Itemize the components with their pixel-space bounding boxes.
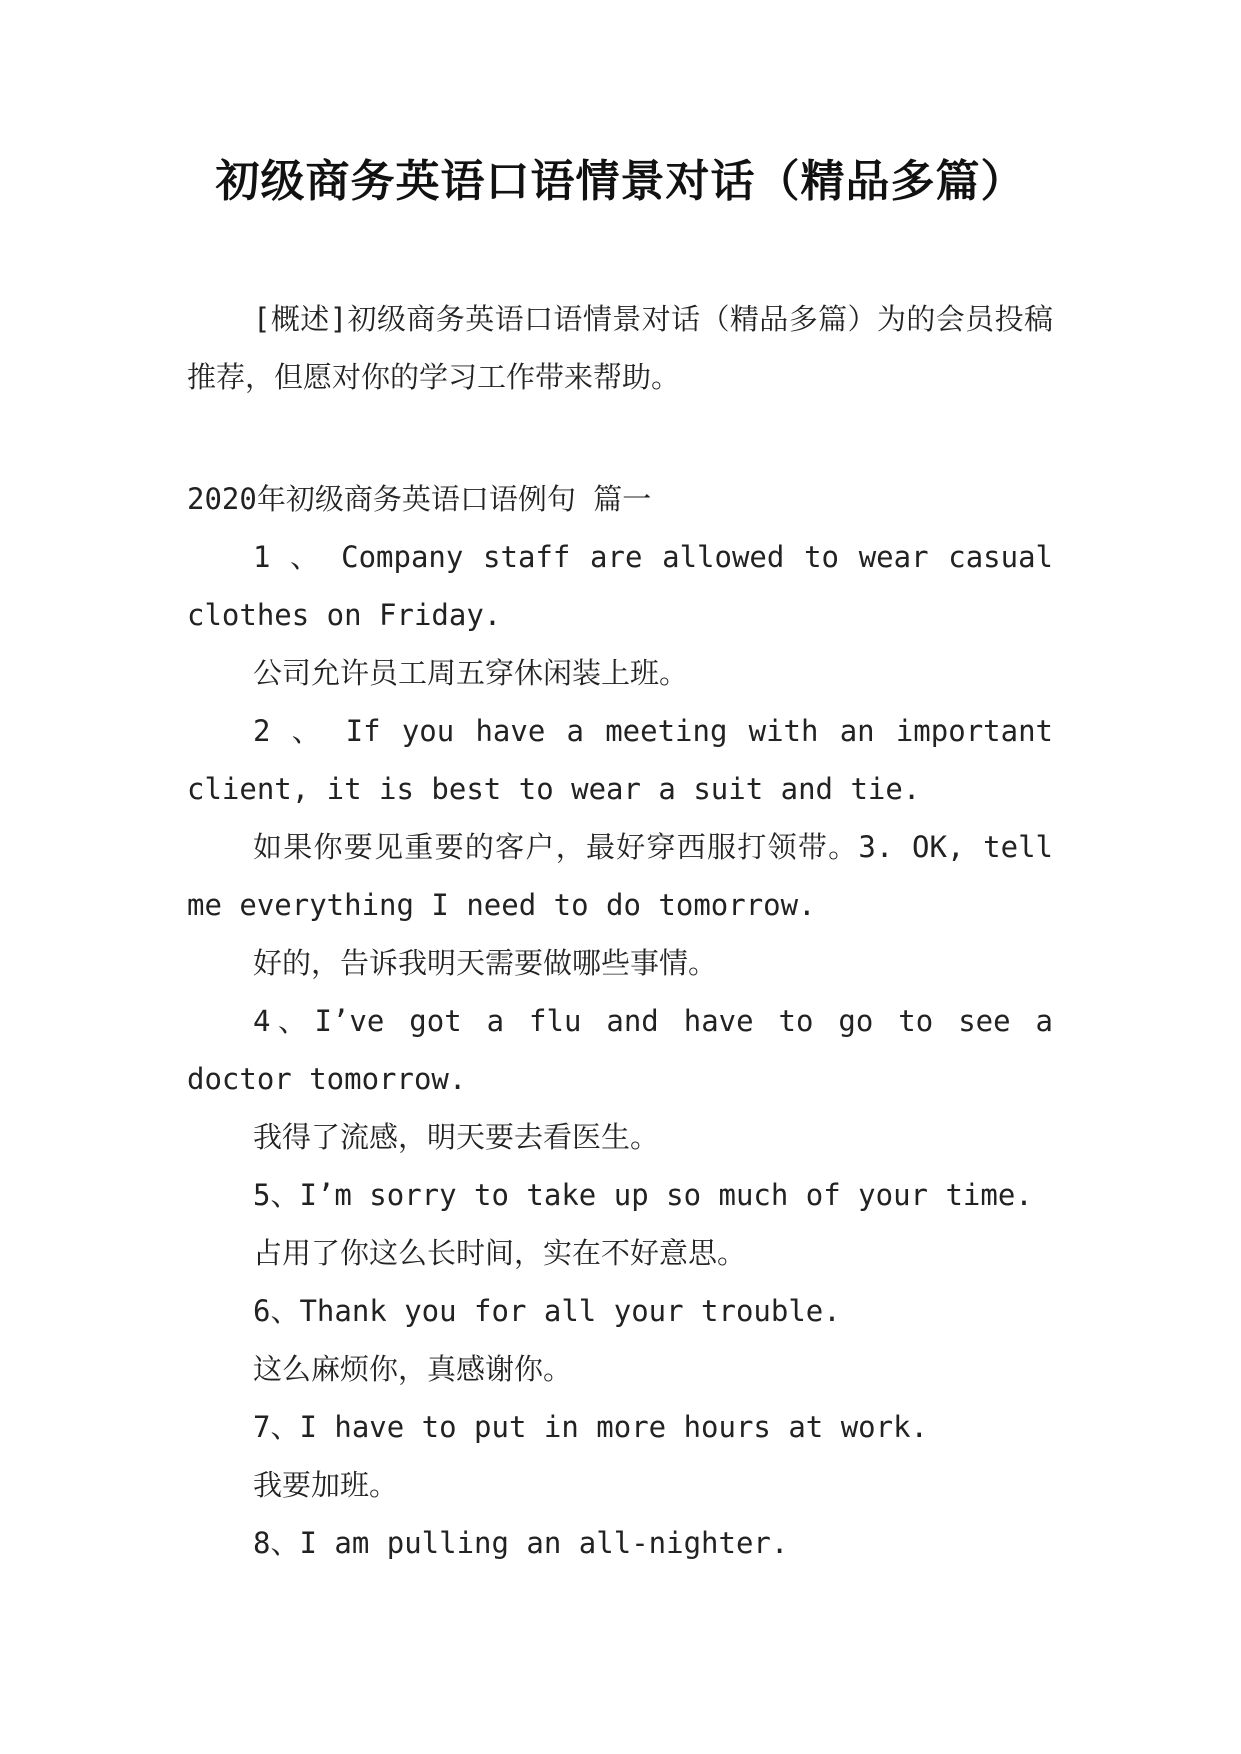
line-8-en: 8、I am pulling an all-nighter. (253, 1526, 789, 1560)
line-4-zh: 我得了流感，明天要去看医生。 (253, 1120, 660, 1154)
line-7-en: 7、I have to put in more hours at work. (253, 1410, 929, 1444)
line-4-en: 4、I’ve got a flu and have to go to see a doctor tomorrow. (187, 1004, 1053, 1096)
line-2-zh-line-3-en: 如果你要见重要的客户，最好穿西服打领带。3. OK, tell me everything I need to do tomorrow. (187, 830, 1053, 922)
line-5-zh: 占用了你这么长时间，实在不好意思。 (253, 1236, 747, 1270)
section-heading: 2020年初级商务英语口语例句 篇一 (187, 482, 652, 516)
document-body (187, 290, 1053, 1572)
line-6-en: 6、Thank you for all your trouble. (253, 1294, 841, 1328)
summary-paragraph: [概述]初级商务英语口语情景对话（精品多篇）为的会员投稿推荐，但愿对你的学习工作带来帮助。 (187, 302, 1053, 394)
document-title: 初级商务英语口语情景对话（精品多篇） (215, 156, 1026, 207)
line-7-zh: 我要加班。 (253, 1468, 399, 1502)
line-5-en: 5、I’m sorry to take up so much of your time. (253, 1178, 1033, 1212)
line-2-en: 2 、 If you have a meeting with an important client, it is best to wear a suit and tie. (187, 714, 1053, 806)
line-3-zh: 好的，告诉我明天需要做哪些事情。 (253, 946, 718, 980)
line-1-zh: 公司允许员工周五穿休闲装上班。 (253, 656, 689, 690)
line-6-zh: 这么麻烦你，真感谢你。 (253, 1352, 573, 1386)
line-1-en: 1 、 Company staff are allowed to wear casual clothes on Friday. (187, 540, 1053, 632)
